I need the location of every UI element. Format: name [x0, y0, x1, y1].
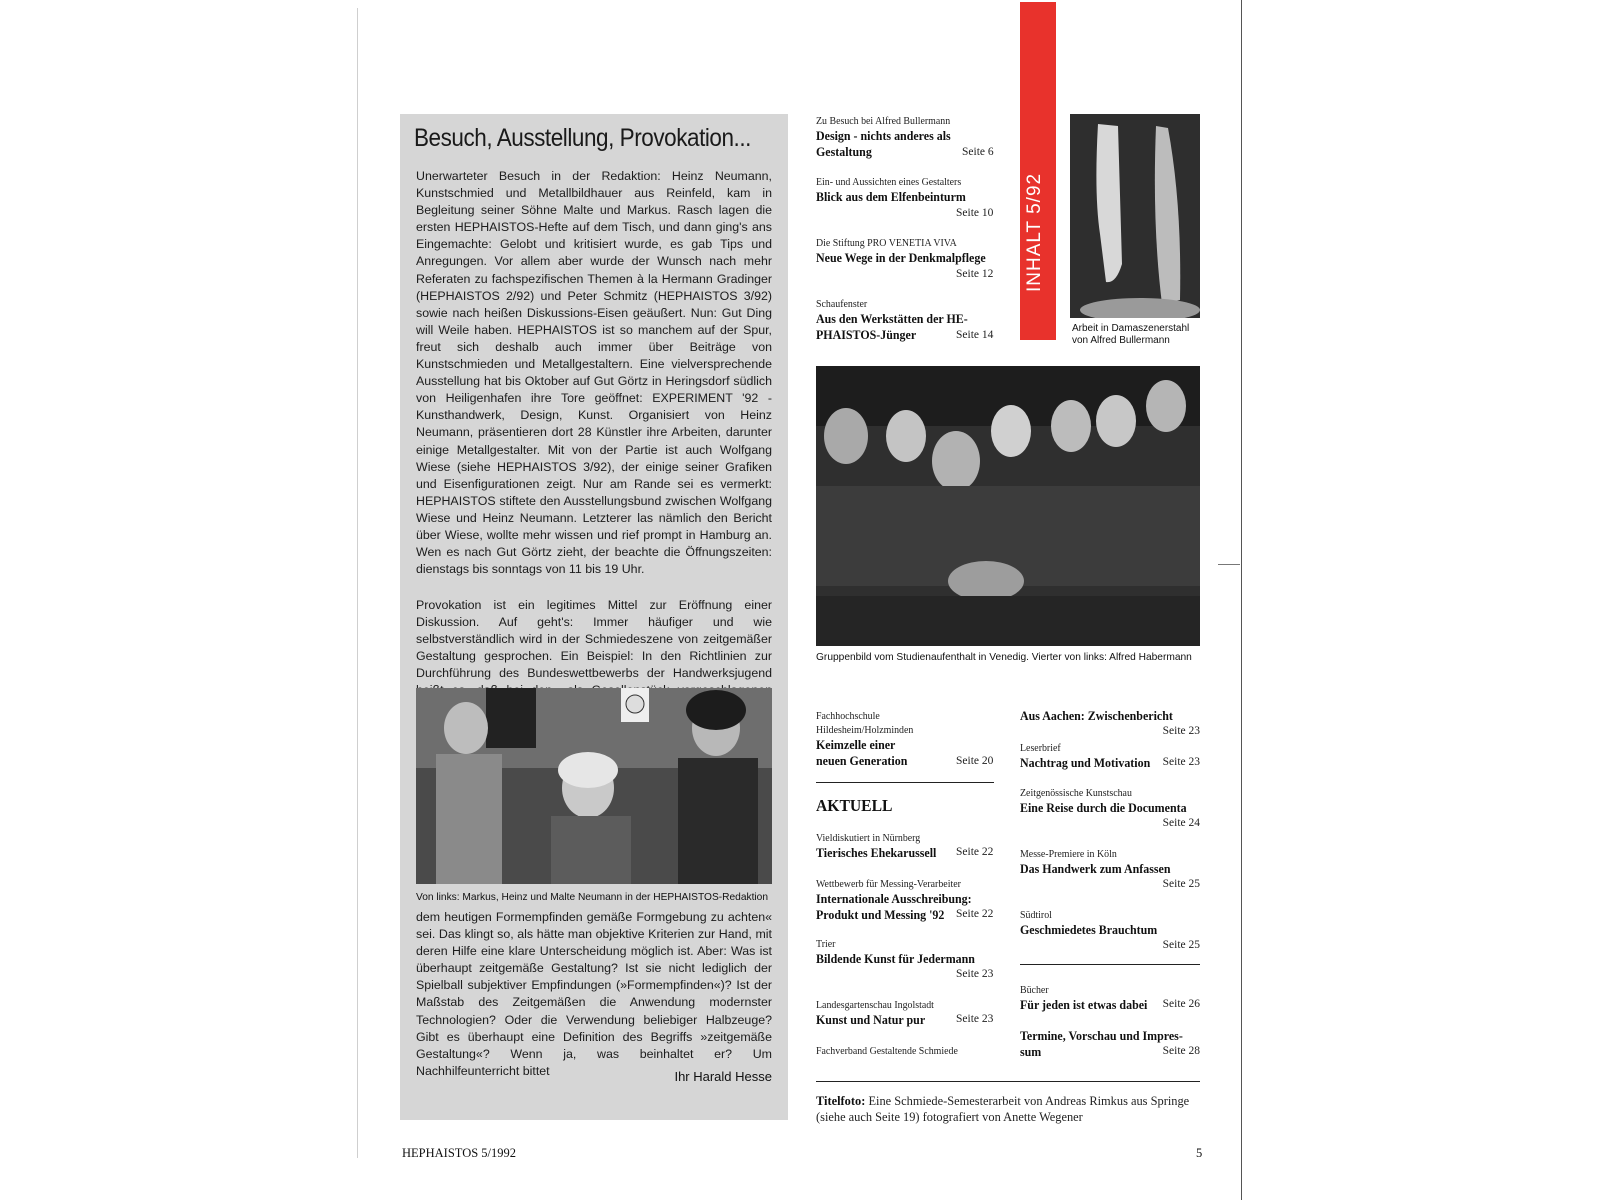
toc-entry-messing[interactable]: Wettbewerb für Messing-Verarbeiter Internationale Ausschreibung: Produkt und Messing '92 Seite 22: [816, 878, 994, 922]
rule-col-b: [1020, 964, 1200, 965]
editorial-paragraph-1: Unerwarteter Besuch in der Redaktion: Heinz Neumann, Kunstschmied und Metallbildhauer aus Reinfeld, kam in Begleitung seiner Söhne Malte und Markus. Rasch lagen die ersten HEPHAISTOS-Hefte auf dem Tisch, und dann ging's ans Eingemachte: Gelobt und kritisiert wurde, es gab Tips und Anregungen. Vor allem aber wurde der Wunsch nach mehr Referaten zu fachspezifischen Themen à la Hermann Gradinger (HEPHAISTOS 2/92) und Peter Schmitz (HEPHAISTOS 3/92) sowie nach heißen Diskussions-Eisen geäußert. Nun: Gut Ding will Weile haben. HEPHAISTOS ist so manchem auf der Spur, freut sich deshalb auch immer über Beiträge von Kunstschmieden und Metallgestaltern. Eine vielversprechende Ausstellung hat bis Oktober auf Gut Görtz in Heringsdorf südlich von Heiligenhafen ihre Tore geöffnet: EXPERIMENT '92 - Kunsthandwerk, Design, Kunst. Organisiert von Heinz Neumann, präsentieren dort 28 Künstler ihre Arbeiten, darunter einige Metallgestalter. Mit von der Partie ist auch Wolfgang Wiese (siehe HEPHAISTOS 3/92), der einige seiner Grafiken und Eisenfigurationen zeigt. Nur am Rande sei es vermerkt: HEPHAISTOS stiftete den Ausstellungsbund zwischen Wolfgang Wiese und Heinz Neumann. Letzterer las nämlich den Bericht über Wiese, wollte mehr wissen und rief prompt in Hamburg an. Wen es nach Gut Görtz zieht, der beachte die Öffnungszeiten: dienstags bis sonntags von 11 bis 19 Uhr.: [416, 169, 772, 577]
rule-titelfoto: [816, 1081, 1200, 1082]
toc-entry-ehekarussell[interactable]: Vieldiskutiert in Nürnberg Tierisches Ehekarussell Seite 22: [816, 832, 994, 860]
toc-entry-leserbrief[interactable]: Leserbrief Nachtrag und Motivation Seite 23: [1020, 742, 1200, 770]
toc-entry-fachverband[interactable]: Fachverband Gestaltende Schmiede: [816, 1045, 958, 1057]
toc-entry-termine[interactable]: Termine, Vorschau und Impres- sum Seite 28: [1020, 1028, 1200, 1059]
toc-entry-buecher[interactable]: Bücher Für jeden ist etwas dabei Seite 26: [1020, 984, 1200, 1012]
damascus-knife-photo: [1070, 114, 1200, 318]
venice-group-photo: [816, 366, 1200, 646]
inhalt-label: INHALT 5/92: [1024, 172, 1045, 292]
toc-entry-koeln[interactable]: Messe-Premiere in Köln Das Handwerk zum Anfassen Seite 25: [1020, 848, 1200, 890]
toc-entry-aachen[interactable]: Aus Aachen: Zwischenbericht Seite 23: [1020, 708, 1200, 737]
titelfoto-credit: Titelfoto: Eine Schmiede-Semesterarbeit von Andreas Rimkus aus Springe (siehe auch Seite 19) fotografiert von Anette Wegener: [816, 1094, 1190, 1124]
toc-entry-documenta[interactable]: Zeitgenössische Kunstschau Eine Reise durch die Documenta Seite 24: [1020, 787, 1200, 829]
group-photo-caption: Gruppenbild vom Studienaufenthalt in Venedig. Vierter von links: Alfred Habermann: [816, 652, 1192, 663]
toc-entry-schaufenster[interactable]: Schaufenster Aus den Werkstätten der HE- PHAISTOS-Jünger Seite 14: [816, 298, 994, 342]
editorial-box: [400, 114, 788, 1120]
neumann-photo-caption: Von links: Markus, Heinz und Malte Neumann in der HEPHAISTOS-Redaktion: [416, 892, 769, 903]
toc-entry-bullermann[interactable]: Zu Besuch bei Alfred Bullermann Design - nichts anderes als Gestaltung Seite 6: [816, 115, 994, 159]
footer-issue: HEPHAISTOS 5/1992: [402, 1146, 517, 1160]
toc-entry-suedtirol[interactable]: Südtirol Geschmiedetes Brauchtum Seite 25: [1020, 909, 1200, 951]
page-edge-right: [1241, 0, 1242, 1200]
damascus-knife-image: [1070, 114, 1200, 318]
page-edge-left: [357, 8, 358, 1158]
toc-entry-denkmalpflege[interactable]: Die Stiftung PRO VENETIA VIVA Neue Wege in der Denkmalpflege Seite 12: [816, 237, 994, 280]
editorial-paragraph-2: Provokation ist ein legitimes Mittel zur Eröffnung einer Diskussion. Auf geht's: Immer häufiger und wie selbstverständlich wird in der Schmiedeszene von zeitgemäßer Gestaltung gesprochen. Ein Beispiel: In den Richtlinien zur Durchführung des Bundeswettbewerbs der Handwerksjugend: [416, 598, 772, 681]
neumann-family-photo-image: [416, 688, 772, 884]
editorial-signature: Ihr Harald Hesse: [674, 1069, 772, 1084]
venice-group-image: [816, 366, 1200, 646]
neumann-family-photo: [416, 688, 772, 884]
toc-entry-ingolstadt[interactable]: Landesgartenschau Ingolstadt Kunst und Natur pur Seite 23: [816, 999, 994, 1027]
aktuell-heading: AKTUELL: [816, 796, 893, 815]
rule-aktuell-top: [816, 782, 994, 783]
toc-entry-fachhochschule[interactable]: Fachhochschule Hildesheim/Holzminden Keimzelle einer neuen Generation Seite 20: [816, 710, 994, 768]
knife-photo-caption: Arbeit in Damaszenerstahl von Alfred Bullermann: [1072, 323, 1190, 346]
toc-entry-trier[interactable]: Trier Bildende Kunst für Jedermann Seite 23: [816, 938, 994, 980]
editorial-title: Besuch, Ausstellung, Provokation...: [414, 124, 751, 152]
page-number: 5: [1196, 1146, 1203, 1160]
toc-entry-elfenbeinturm[interactable]: Ein- und Aussichten eines Gestalters Blick aus dem Elfenbeinturm Seite 10: [816, 176, 994, 219]
editorial-paragraph-3: dem heutigen Formempfinden gemäße Formgebung zu achten« sei. Das klingt so, als hätte man objektive Kriterien zur Hand, mit deren Hilfe eine klare Unterscheidung möglich ist. Aber: Was ist überhaupt zeitgemäße Gestaltung? Ist sie nicht lediglich der Spielball subjektiver Empfindungen (»Formempfinden«)? Ist der Maßstab des Zeitgemäßen die Anwendung modernster Technologien? Oder die Verwendung beliebiger Halbzeuge? Gibt es überhaupt eine Definition des Begriffs »zeitgemäße Gestaltung«? Wenn ja, was beinhaltet er? Um Nachhilfeunterricht bittet: [416, 910, 772, 1078]
margin-tick: [1218, 564, 1240, 565]
